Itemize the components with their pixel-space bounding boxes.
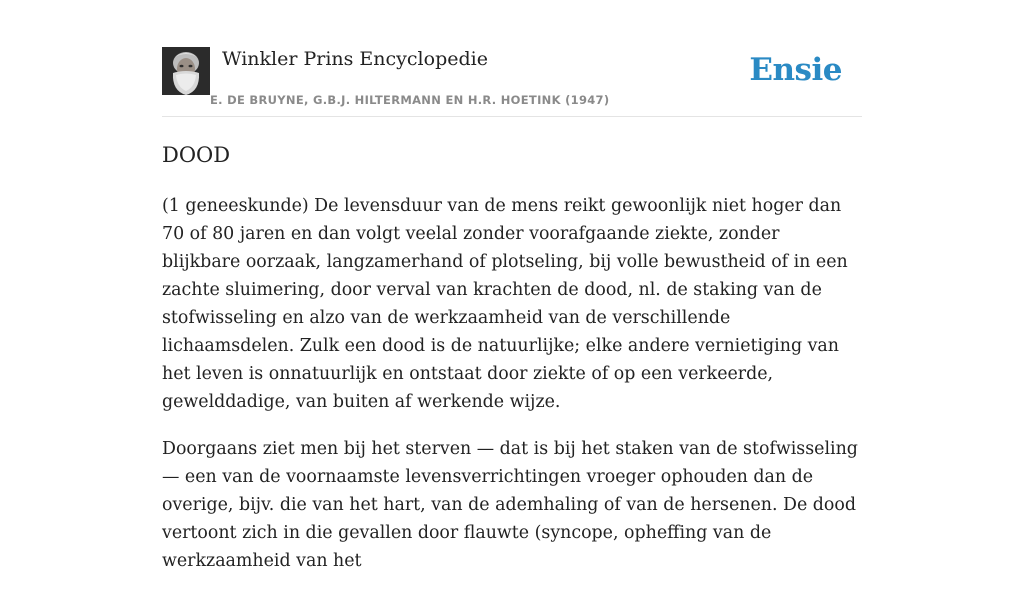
entry-title: DOOD	[162, 143, 231, 167]
book-title[interactable]: Winkler Prins Encyclopedie	[222, 48, 488, 70]
entry-paragraph: Doorgaans ziet men bij het sterven — dat is bij het staken van de stofwisseling — een van de voornaamste levensverrichtingen vroeger ophouden dan de overige, bijv. die van het hart, van de ademhaling of van de hersenen. De dood vertoont zich in die gevallen door flauwte (syncope, opheffing van de werkzaamheid van het	[162, 439, 858, 571]
author-portrait-icon	[162, 47, 210, 95]
ensie-logo-link[interactable]: Ensie	[749, 52, 842, 88]
book-header	[162, 46, 862, 117]
entry-body	[162, 192, 862, 594]
book-authors: E. DE BRUYNE, G.B.J. HILTERMANN EN H.R. HOETINK (1947)	[210, 93, 610, 107]
entry-paragraph: (1 geneeskunde) De levensduur van de mens reikt gewoonlijk niet hoger dan 70 of 80 jaren en dan volgt veelal zonder voorafgaande ziekte, zonder blijkbare oorzaak, langzamerhand of plotseling, bij volle bewustheid of in een zachte sluimering, door verval van krachten de dood, nl. de staking van de stofwisseling en alzo van de werkzaamheid van de verschillende lichaamsdelen. Zulk een dood is de natuurlijke; elke andere vernietiging van het leven is onnatuurlijk en ontstaat door ziekte of op een verkeerde, gewelddadige, van buiten af werkende wijze.	[162, 196, 848, 412]
